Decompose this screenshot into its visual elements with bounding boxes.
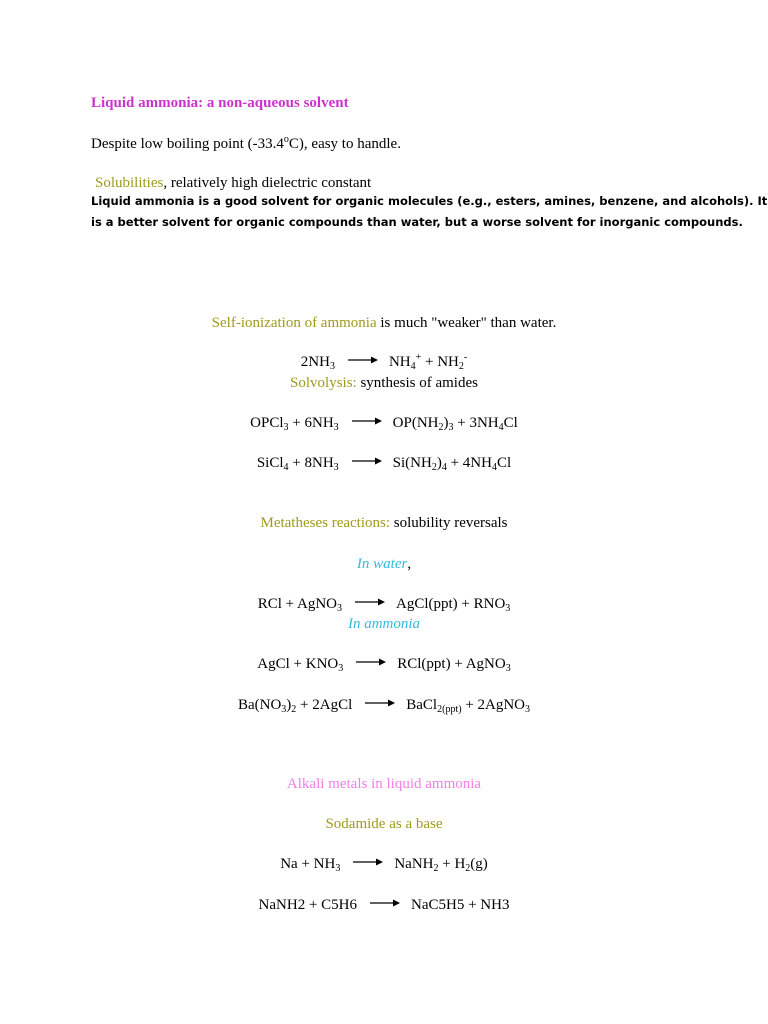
subscript: 3 [337, 603, 342, 614]
equation-term: Cl [496, 455, 512, 471]
subscript: 2(ppt) [437, 704, 462, 715]
equation-term: (g) [470, 856, 488, 872]
boiling-point-prefix: Despite low boiling point (-33.4 [91, 136, 284, 152]
subscript: 3 [333, 462, 339, 473]
subscript: 3 [333, 422, 339, 433]
metatheses-text: solubility reversals [390, 515, 508, 531]
solvolysis-equation-2 [0, 454, 768, 472]
subscript: 3 [283, 422, 289, 433]
subscript: 2 [438, 422, 444, 433]
reaction-arrow-icon [352, 456, 382, 466]
equation-term: OP(NH [392, 415, 439, 431]
subscript: 3 [281, 704, 287, 715]
reaction-arrow-icon [365, 698, 395, 708]
equation-term: AgCl + KNO [257, 656, 339, 672]
subscript: 4 [491, 462, 497, 473]
equation-term: AgCl(ppt) + RNO [396, 596, 506, 612]
superscript: - [463, 352, 468, 363]
subscript: 3 [525, 704, 531, 715]
subscript: 3 [505, 663, 511, 674]
self-ionization-text: is much "weaker" than water. [376, 315, 557, 331]
equation-term: ) [436, 455, 442, 471]
subscript: 4 [441, 462, 447, 473]
subscript: 4 [410, 361, 416, 372]
equation-term: Ba(NO [237, 697, 282, 713]
metathesis-ammonia-equation-1 [0, 655, 768, 673]
equation-term: + H [438, 856, 466, 872]
subscript: 4 [283, 462, 289, 473]
in-water-comma: , [407, 556, 412, 572]
in-ammonia-heading [0, 615, 768, 633]
equation-term: Si(NH [392, 455, 432, 471]
self-ionization-label: Self-ionization of ammonia [211, 315, 377, 331]
equation-term: BaCl [406, 697, 438, 713]
metathesis-ammonia-equation-2 [0, 696, 768, 714]
equation-term: + 4NH [446, 455, 492, 471]
equation-term: 2NH [300, 354, 330, 370]
boiling-point-line [91, 135, 401, 153]
reaction-arrow-icon [355, 597, 385, 607]
subscript: 2 [458, 361, 464, 372]
document-title: Liquid ammonia: a non-aqueous solvent [91, 95, 349, 111]
equation-term: + 2AgCl [296, 697, 353, 713]
equation-term: ) [443, 415, 449, 431]
equation-term: NaNH [394, 856, 434, 872]
sodamide-equation-2 [0, 896, 768, 914]
in-water-label: In water [356, 556, 408, 572]
degree-symbol: o [283, 134, 289, 145]
equation-term: RCl + AgNO [257, 596, 337, 612]
solvolysis-label: Solvolysis: [290, 375, 357, 391]
equation-term: RCl(ppt) + AgNO [397, 656, 506, 672]
alkali-metals-heading: Alkali metals in liquid ammonia [286, 776, 482, 792]
equation-term: SiCl [256, 455, 284, 471]
subscript: 3 [335, 863, 341, 874]
equation-term: + 6NH [288, 415, 334, 431]
superscript: + [415, 352, 422, 363]
subscript: 3 [448, 422, 454, 433]
solvolysis-text: synthesis of amides [356, 375, 478, 391]
in-ammonia-label: In ammonia [347, 616, 421, 632]
equation-term: + NH [421, 354, 459, 370]
equation-term: NH [388, 354, 411, 370]
solubilities-line [95, 174, 371, 192]
metatheses-label: Metatheses reactions: [260, 515, 391, 531]
equation-term: NaNH2 + C5H6 [258, 897, 357, 913]
solvolysis-equation-1 [0, 414, 768, 432]
subscript: 2 [433, 863, 439, 874]
solvent-note-line-2: is a better solvent for organic compounds than water, but a worse solvent for inorganic compounds. [91, 215, 743, 229]
self-ionization-equation [0, 353, 768, 371]
equation-term: + 2AgNO [461, 697, 526, 713]
sodamide-equation-1 [0, 855, 768, 873]
reaction-arrow-icon [356, 657, 386, 667]
reaction-arrow-icon [370, 898, 400, 908]
subscript: 2 [431, 462, 437, 473]
in-water-heading [0, 555, 768, 573]
solvent-note-line-1: Liquid ammonia is a good solvent for organic molecules (e.g., esters, amines, benzene, and alcohols). It [91, 194, 768, 208]
self-ionization-heading [0, 314, 768, 332]
subscript: 2 [465, 863, 471, 874]
reaction-arrow-icon [348, 355, 378, 365]
subscript: 3 [505, 603, 511, 614]
subscript: 2 [291, 704, 297, 715]
subscript: 4 [498, 422, 504, 433]
reaction-arrow-icon [352, 416, 382, 426]
equation-term: + 8NH [288, 455, 334, 471]
equation-term: + 3NH [453, 415, 499, 431]
equation-term: NaC5H5 + NH3 [411, 897, 510, 913]
equation-term: ) [286, 697, 292, 713]
subscript: 3 [329, 361, 335, 372]
solvolysis-heading [0, 374, 768, 392]
sodamide-heading: Sodamide as a base [325, 816, 443, 832]
metatheses-heading [0, 514, 768, 532]
solubilities-text: , relatively high dielectric constant [163, 175, 372, 191]
equation-term: Na + NH [280, 856, 336, 872]
equation-term: OPCl [250, 415, 284, 431]
reaction-arrow-icon [353, 857, 383, 867]
equation-term: Cl [503, 415, 518, 431]
metathesis-water-equation [0, 595, 768, 613]
boiling-point-suffix: C), easy to handle. [288, 136, 401, 152]
solubilities-label: Solubilities [95, 175, 164, 191]
subscript: 3 [338, 663, 344, 674]
